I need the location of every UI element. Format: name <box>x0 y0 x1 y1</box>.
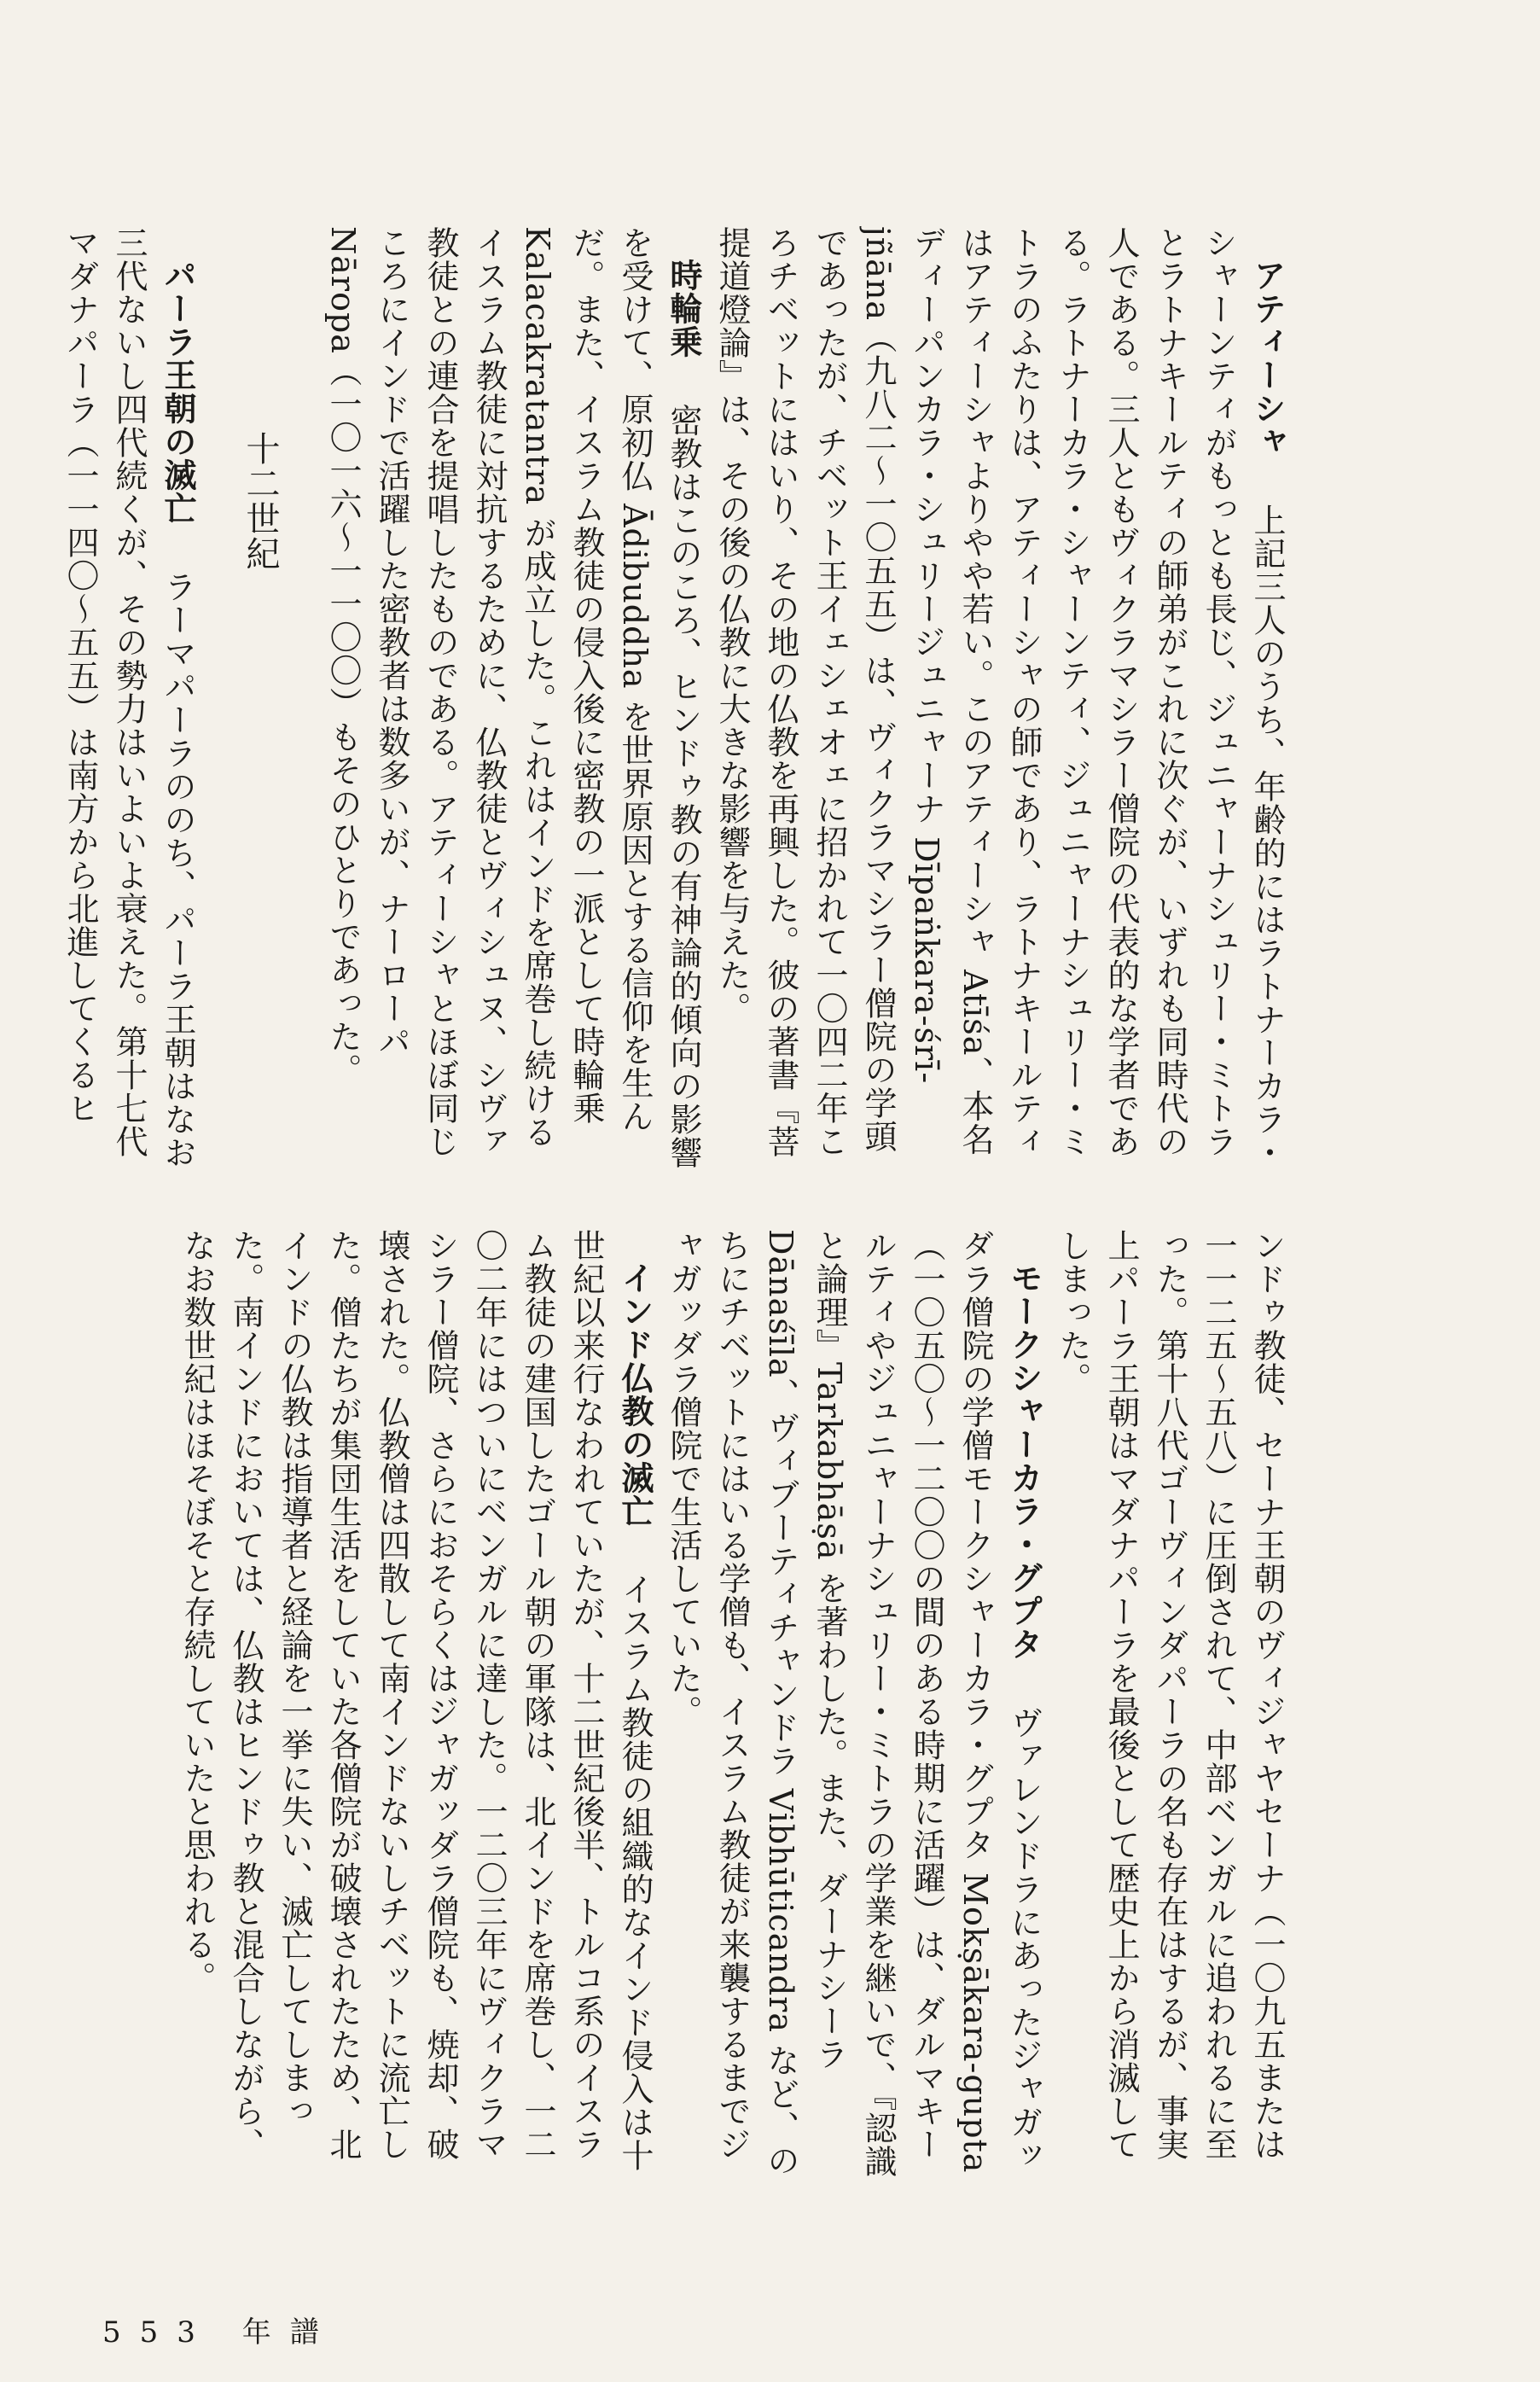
moksakara-paragraph <box>659 1229 1048 2185</box>
atisha-paragraph <box>707 226 1291 1178</box>
pala-fall-heading: パーラ王朝の滅亡 <box>159 259 196 525</box>
atisha-body: 上記三人のうち、年齢的にはラトナーカラ・シャーンティがもっとも長じ、ジュニャーナシュリー・ミトラとラトナキールティの師弟がこれに次ぐが、いずれも同時代の人である。三人ともヴィクラマシラー僧院の代表的な学者である。ラトナーカラ・シャーンティ、ジュニャーナシュリー・ミトラのふたりは、アティーシャの師であり、ラトナキールティはアティーシャよりやや若い。このアティーシャ Atīśa、本名ディーパンカラ・シュリージュニャーナ Dīpaṅkara-śrī-jñāna（九八二～一〇五五）は、ヴィクラマシラー僧院の学頭であったが、チベット王イェシェオェに招かれて一〇四二年ころチベットにはいり、その地の仏教を再興した。彼の著書『菩提道燈論』は、その後の仏教に大きな影響を与えた。 <box>713 226 1286 1170</box>
page-number: 553 <box>102 2315 214 2350</box>
century-heading: 十二世紀 <box>241 431 280 571</box>
page-footer <box>102 2309 338 2350</box>
pala-fall-continuation: ンドゥ教徒、セーナ王朝のヴィジャヤセーナ（一〇九五または一一二五～五八）に圧倒されて、中部ベンガルに追われるに至った。第十八代ゴーヴィンダパーラの名も存在はするが、事実上パーラ王朝はマダナパーラを最後として歴史上から消滅してしまった。 <box>1054 1229 1286 2161</box>
buddhism-fall-paragraph <box>172 1229 659 2185</box>
pala-fall-body: ラーマパーラののち、パーラ王朝はなお三代ないし四代続くが、その勢力はいよいよ衰えた。第十七代マダナパーラ（一一四〇～五五）は南方から北進してくるヒ <box>61 226 196 1170</box>
pala-fall-paragraph <box>55 226 201 1178</box>
kalachakra-paragraph <box>318 226 707 1178</box>
kalachakra-heading: 時輪乗 <box>665 259 702 358</box>
running-title: 年譜 <box>241 2315 338 2350</box>
lower-text-block <box>45 1229 1291 2185</box>
buddhism-fall-body: イスラム教徒の組織的なインド侵入は十世紀以来行なわれていたが、十二世紀後半、トルコ系のイスラム教徒の建国したゴール朝の軍隊は、北インドを席巻し、一二〇二年にはついにベンガルに達した。一二〇三年にヴィクラマシラー僧院、さらにおそらくはジャガッダラ僧院も、焼却、破壊された。仏教僧は四散して南インドないしチベットに流亡した。僧たちが集団生活をしていた各僧院が破壊されたため、北インドの仏教は指導者と経論を一挙に失い、滅亡してしまった。南インドにおいては、仏教はヒンドゥ教と混合しながら、なお数世紀はほそぼそと存続していたと思われる。 <box>178 1229 654 2173</box>
atisha-heading: アティーシャ <box>1248 259 1286 458</box>
moksakara-body: ヴァレンドラにあったジャガッダラ僧院の学僧モークシャーカラ・グプタ Mokṣākara-gupta（一〇五〇～一二〇〇の間のある時期に活躍）は、ダルマキールティやジュニャーナシュリー・ミトラの学業を継いで、『認識と論理』Tarkabhāṣā を著わした。また、ダーナシーラ Dānaśīla、ヴィブーティチャンドラ Vibhūticandra など、のちにチベットにはいる学僧も、イスラム教徒が来襲するまでジャガッダラ僧院で生活していた。 <box>665 1229 1043 2178</box>
buddhism-fall-heading: インド仏教の滅亡 <box>616 1261 654 1528</box>
upper-text-block <box>11 226 1291 1178</box>
moksakara-heading: モークシャーカラ・グプタ <box>1005 1261 1043 1661</box>
kalachakra-body: 密教はこのころ、ヒンドゥ教の有神論的傾向の影響を受けて、原初仏 Ādibuddha を世界原因とする信仰を生んだ。また、イスラム教徒の侵入後に密教の一派として時輪乗 Kalacakratantra が成立した。これはインドを席巻し続けるイスラム教徒に対抗するために、仏教徒とヴィシュヌ、シヴァ教徒との連合を提唱したものである。アティーシャとほぼ同じころにインドで活躍した密教者は数多いが、ナーローパ Nāropa（一〇一六～一一〇〇）もそのひとりであった。 <box>324 226 702 1170</box>
